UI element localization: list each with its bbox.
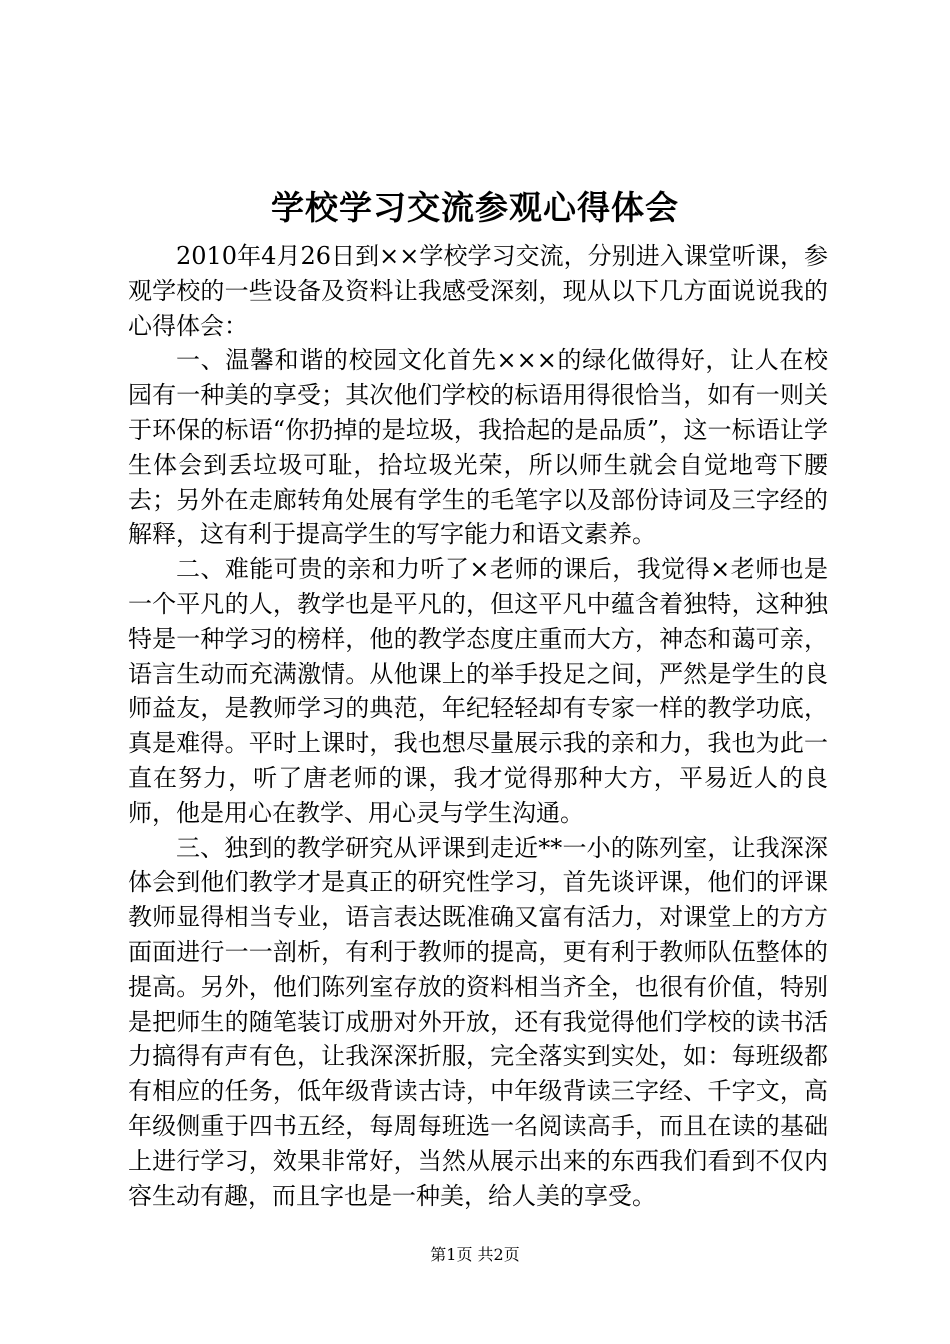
paragraph-intro: 2010年4月26日到××学校学习交流，分别进入课堂听课，参观学校的一些设备及资料让我感受深刻，现从以下几方面说说我的心得体会： xyxy=(128,242,828,340)
paragraph-campus-culture: 一、温馨和谐的校园文化首先×××的绿化做得好，让人在校园有一种美的享受；其次他们学校的标语用得很恰当，如有一则关于环保的标语“你扔掉的是垃圾，我拾起的是品质”，这一标语让学生体会到丢垃圾可耻，拾垃圾光荣，所以师生就会自觉地弯下腰去；另外在走廊转角处展有学生的毛笔字以及部份诗词及三字经的解释，这有利于提高学生的写字能力和语文素养。 xyxy=(128,346,828,549)
paragraph-teaching-research: 三、独到的教学研究从评课到走近**一小的陈列室，让我深深体会到他们教学才是真正的研究性学习，首先谈评课，他们的评课教师显得相当专业，语言表达既准确又富有活力，对课堂上的方方面面进行一一剖析，有利于教师的提高，更有利于教师队伍整体的提高。另外，他们陈列室存放的资料相当齐全，也很有价值，特别是把师生的随笔装订成册对外开放，还有我觉得他们学校的读书活力搞得有声有色，让我深深折服，完全落实到实处，如：每班级都有相应的任务，低年级背读古诗，中年级背读三字经、千字文，高年级侧重于四书五经，每周每班选一名阅读高手，而且在读的基础上进行学习，效果非常好，当然从展示出来的东西我们看到不仅内容生动有趣，而且字也是一种美，给人美的享受。 xyxy=(128,833,828,1210)
document-title: 学校学习交流参观心得体会 xyxy=(271,188,679,227)
paragraph-affinity: 二、难能可贵的亲和力听了×老师的课后，我觉得×老师也是一个平凡的人，教学也是平凡的，但这平凡中蕴含着独特，这种独特是一种学习的榜样，他的教学态度庄重而大方，神态和蔼可亲，语言生动而充满激情。从他课上的举手投足之间，严然是学生的良师益友，是教师学习的典范，年纪轻轻却有专家一样的教学功底，真是难得。平时上课时，我也想尽量展示我的亲和力，我也为此一直在努力，听了唐老师的课，我才觉得那种大方，平易近人的良师，他是用心在教学、用心灵与学生沟通。 xyxy=(128,555,828,827)
page-number-footer: 第1页 共2页 xyxy=(430,1245,520,1264)
document-body xyxy=(128,239,828,1213)
